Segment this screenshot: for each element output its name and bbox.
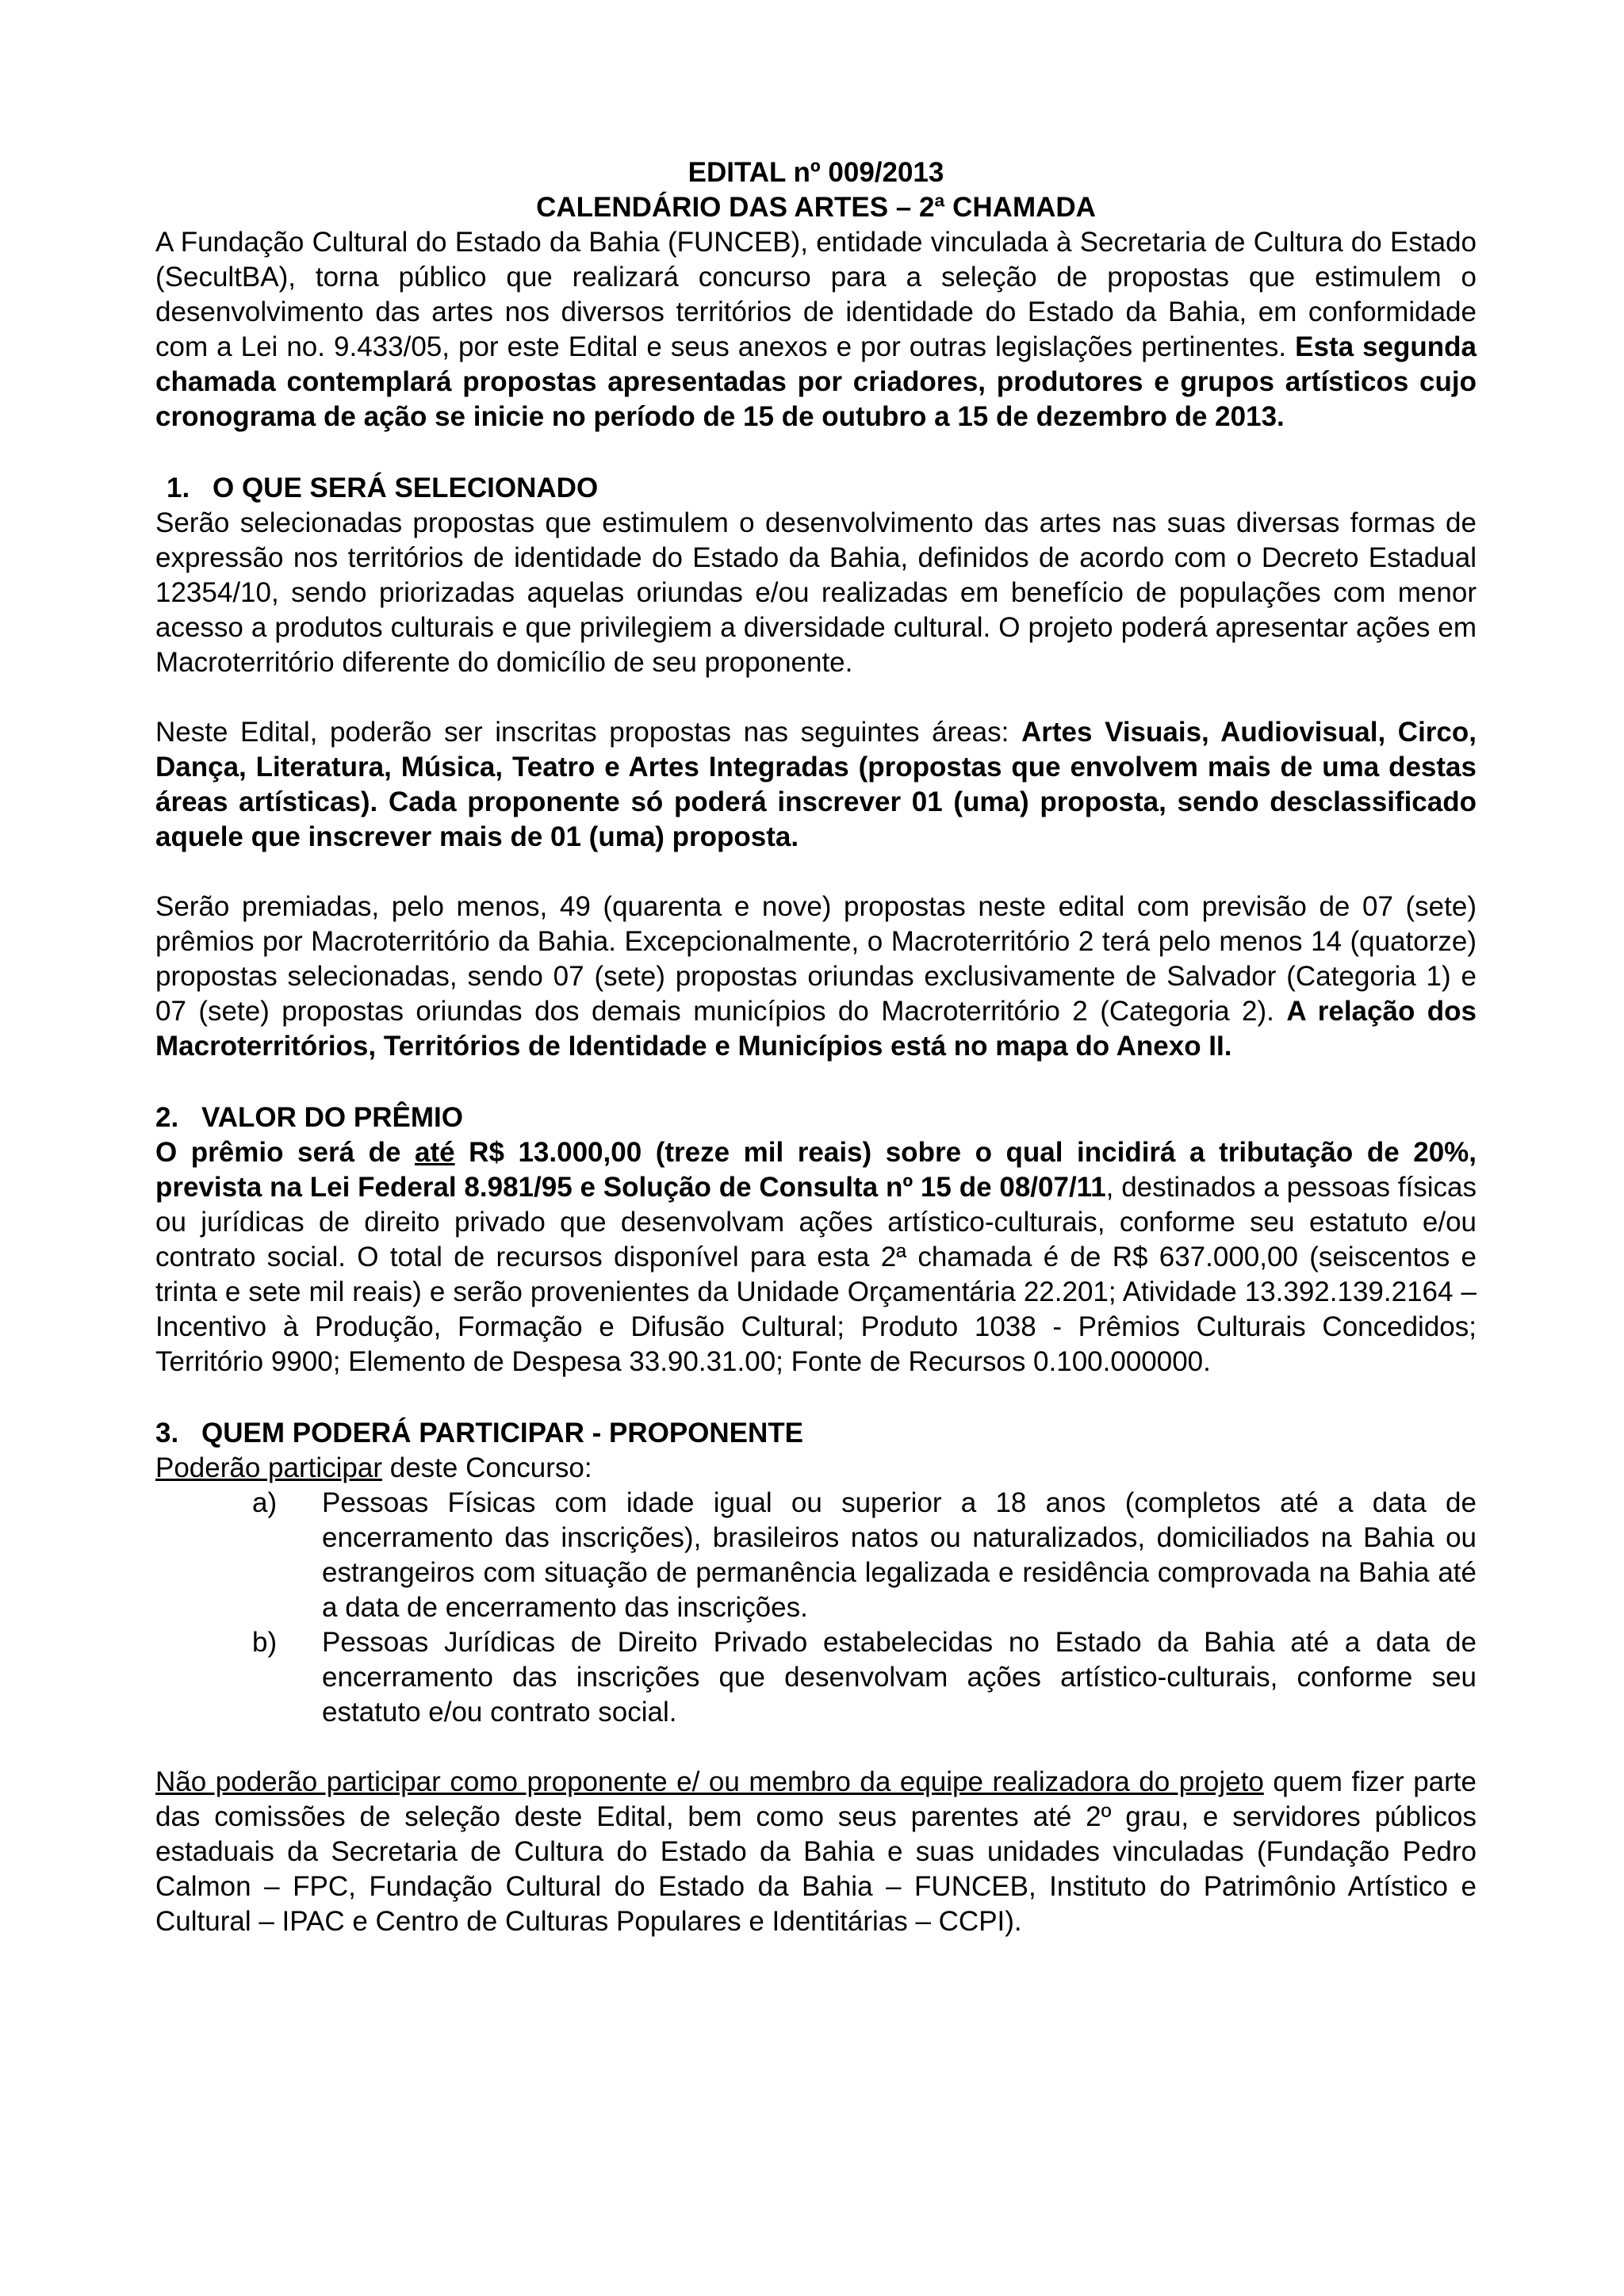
section-1-heading [167, 471, 1477, 506]
section-3-title: QUEM PODERÁ PARTICIPAR - PROPONENTE [201, 1418, 804, 1448]
section-3-heading [155, 1416, 1477, 1451]
awards-text: Serão premiadas, pelo menos, 49 (quarenta e nove) propostas neste edital com previsão de 07 (sete) prêmios por Macroterritório da Bahia. Excepcionalmente, o Macroterritório 2 terá pelo menos 14 (quatorze) propostas selecionadas, sendo 07 (sete) propostas oriundas exclusivamente de Salvador (Categoria 1) e 07 (sete) propostas oriundas dos demais municípios do Macroterritório 2 (Categoria 2). [155, 891, 1477, 1027]
prize-text: , destinados a pessoas físicas ou jurídicas de direito privado que desenvolvam ações artístico-culturais, conforme seu estatuto e/ou contrato social. O total de recursos disponível para esta 2ª chamada é de R$ 637.000,00 (seiscentos e trinta e sete mil reais) e serão provenientes da Unidade Orçamentária 22.201; Atividade 13.392.139.2164 – Incentivo à Produção, Formação e Difusão Cultural; Produto 1038 - Prêmios Culturais Concedidos; Território 9900; Elemento de Despesa 33.90.31.00; Fonte de Recursos 0.100.000000. [155, 1172, 1477, 1377]
section-1-paragraph-3 [155, 890, 1477, 1064]
list-item [155, 1486, 1477, 1625]
section-1-title: O QUE SERÁ SELECIONADO [213, 473, 599, 503]
list-item-text: Pessoas Físicas com idade igual ou superior a 18 anos (completos até a data de encerramento das inscrições), brasileiros natos ou naturalizados, domiciliados na Bahia ou estrangeiros com situação de permanência legalizada e residência comprovada na Bahia até a data de encerramento das inscrições. [322, 1487, 1477, 1623]
list-item-text: Pessoas Jurídicas de Direito Privado estabelecidas no Estado da Bahia até a data de encerramento das inscrições que desenvolvam ações artístico-culturais, conforme seu estatuto e/ou contrato social. [322, 1627, 1477, 1728]
restriction-paragraph [155, 1765, 1477, 1939]
intro-paragraph [155, 225, 1477, 434]
prize-bold-a: O prêmio será de [155, 1137, 401, 1168]
section-3-number: 3. [155, 1418, 179, 1448]
list-item-marker: b) [252, 1627, 278, 1658]
list-item [155, 1625, 1477, 1730]
section-2-heading [155, 1100, 1477, 1135]
document-page [155, 155, 1477, 1939]
participants-list [155, 1486, 1477, 1730]
participants-text: deste Concurso: [389, 1452, 592, 1483]
awards-bold-text: A relação dos Macroterritórios, Territórios de Identidade e Municípios está no mapa do Anexo II. [155, 996, 1477, 1062]
section-3-intro [155, 1451, 1477, 1486]
section-1-number: 1. [167, 473, 190, 503]
intro-bold-text: Esta segunda chamada contemplará propostas apresentadas por criadores, produtores e grupos artísticos cujo cronograma de ação se inicie no período de 15 de outubro a 15 de dezembro de 2013. [155, 331, 1477, 432]
list-item-marker: a) [252, 1487, 278, 1518]
restriction-underlined: Não poderão participar como proponente e/ ou membro da equipe realizadora do projeto [155, 1766, 1264, 1797]
areas-intro-text: Neste Edital, poderão ser inscritas propostas nas seguintes áreas: [155, 717, 1009, 748]
restriction-text: quem fizer parte das comissões de seleção deste Edital, bem como seus parentes até 2º grau, e servidores públicos estaduais da Secretaria de Cultura do Estado da Bahia e suas unidades vinculadas (Fundação Pedro Calmon – FPC, Fundação Cultural do Estado da Bahia – FUNCEB, Instituto do Patrimônio Artístico e Cultural – IPAC e Centro de Culturas Populares e Identitárias – CCPI). [155, 1766, 1477, 1937]
prize-bold-underlined: até [415, 1137, 455, 1168]
section-1-paragraph-2 [155, 715, 1477, 855]
prize-bold-b: R$ 13.000,00 (treze mil reais) sobre o qual incidirá a tributação de 20%, prevista na Lei Federal 8.981/95 e Solução de Consulta nº 15 de 08/07/11 [155, 1137, 1477, 1203]
section-1-paragraph-1: Serão selecionadas propostas que estimulem o desenvolvimento das artes nas suas diversas formas de expressão nos territórios de identidade do Estado da Bahia, definidos de acordo com o Decreto Estadual 12354/10, sendo priorizadas aquelas oriundas e/ou realizadas em benefício de populações com menor acesso a produtos culturais e que privilegiem a diversidade cultural. O projeto poderá apresentar ações em Macroterritório diferente do domicílio de seu proponente. [155, 507, 1477, 678]
section-2-number: 2. [155, 1102, 179, 1133]
section-2-paragraph [155, 1135, 1477, 1380]
document-subtitle: CALENDÁRIO DAS ARTES – 2ª CHAMADA [536, 192, 1096, 223]
intro-text: A Fundação Cultural do Estado da Bahia (FUNCEB), entidade vinculada à Secretaria de Cultura do Estado (SecultBA), torna público que realizará concurso para a seleção de propostas que estimulem o desenvolvimento das artes nos diversos territórios de identidade do Estado da Bahia, em conformidade com a Lei no. 9.433/05, por este Edital e seus anexos e por outras legislações pertinentes. [155, 227, 1477, 362]
document-title: EDITAL nº 009/2013 [688, 157, 944, 188]
participants-underlined: Poderão participar [155, 1452, 382, 1483]
areas-bold-text: Artes Visuais, Audiovisual, Circo, Dança, Literatura, Música, Teatro e Artes Integradas (propostas que envolvem mais de uma destas áreas artísticas). Cada proponente só poderá inscrever 01 (uma) proposta, sendo desclassificado aquele que inscrever mais de 01 (uma) proposta. [155, 717, 1477, 852]
section-2-title: VALOR DO PRÊMIO [201, 1102, 463, 1133]
